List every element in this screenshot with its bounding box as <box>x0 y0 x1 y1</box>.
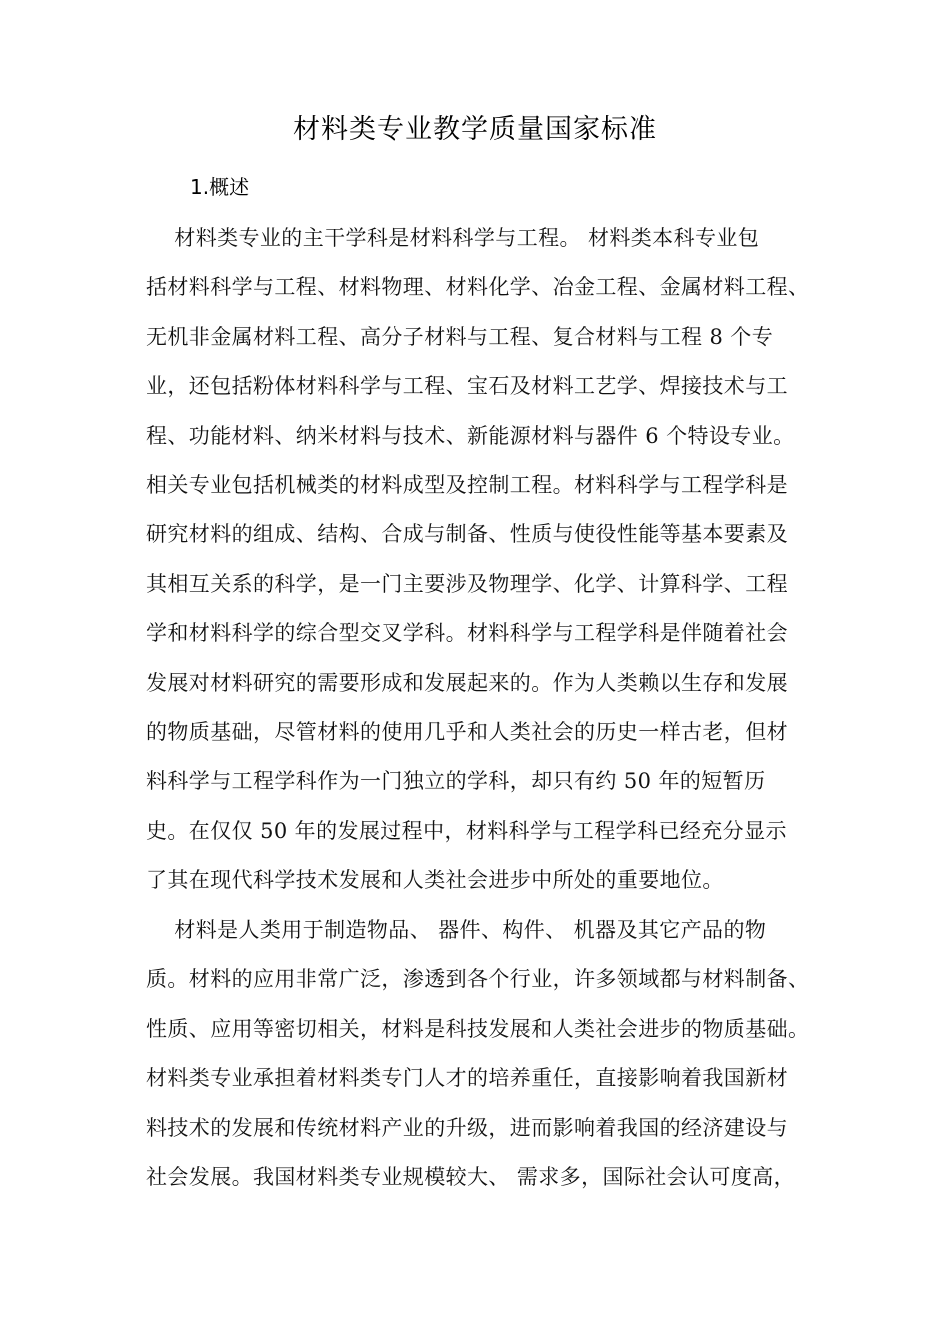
paragraph-line: 括材料科学与工程、材料物理、材料化学、冶金工程、金属材料工程、 <box>146 275 810 300</box>
paragraph-line: 的物质基础，尽管材料的使用几乎和人类社会的历史一样古老，但材 <box>146 719 788 744</box>
paragraph-line: 研究材料的组成、结构、合成与制备、性质与使役性能等基本要素及 <box>146 522 788 547</box>
section-heading: 1.概述 <box>190 175 250 199</box>
paragraph-line: 材料类专业承担着材料类专门人才的培养重任，直接影响着我国新材 <box>146 1066 788 1091</box>
paragraph-line: 相关专业包括机械类的材料成型及控制工程。材料科学与工程学科是 <box>146 472 788 497</box>
paragraph-line: 料科学与工程学科作为一门独立的学科，却只有约 50 年的短暂历 <box>146 769 766 794</box>
paragraph-line: 无机非金属材料工程、高分子材料与工程、复合材料与工程 8 个专 <box>146 324 774 349</box>
paragraph-line: 社会发展。我国材料类专业规模较大、 需求多，国际社会认可度高， <box>146 1164 796 1189</box>
document-title: 材料类专业教学质量国家标准 <box>293 114 657 145</box>
paragraph-line: 发展对材料研究的需要形成和发展起来的。作为人类赖以生存和发展 <box>146 670 788 695</box>
paragraph-line: 其相互关系的科学，是一门主要涉及物理学、化学、计算科学、工程 <box>146 571 788 596</box>
paragraph-line: 材料类专业的主干学科是材料科学与工程。 材料类本科专业包 <box>146 226 760 250</box>
paragraph-line: 材料是人类用于制造物品、 器件、构件、 机器及其它产品的物 <box>146 918 767 942</box>
paragraph-materials <box>146 906 808 1202</box>
paragraph-line: 史。在仅仅 50 年的发展过程中，材料科学与工程学科已经充分显示 <box>146 818 787 843</box>
paragraph-overview <box>146 214 808 905</box>
paragraph-line: 程、功能材料、纳米材料与技术、新能源材料与器件 6 个特设专业。 <box>146 423 795 448</box>
paragraph-line: 了其在现代科学技术发展和人类社会进步中所处的重要地位。 <box>146 868 724 893</box>
paragraph-line: 性质、应用等密切相关，材料是科技发展和人类社会进步的物质基础。 <box>146 1016 810 1041</box>
paragraph-line: 质。材料的应用非常广泛，渗透到各个行业，许多领域都与材料制备、 <box>146 967 810 992</box>
paragraph-line: 业，还包括粉体材料科学与工程、宝石及材料工艺学、焊接技术与工 <box>146 374 788 399</box>
paragraph-line: 料技术的发展和传统材料产业的升级，进而影响着我国的经济建设与 <box>146 1115 788 1140</box>
paragraph-line: 学和材料科学的综合型交叉学科。材料科学与工程学科是伴随着社会 <box>146 621 788 646</box>
